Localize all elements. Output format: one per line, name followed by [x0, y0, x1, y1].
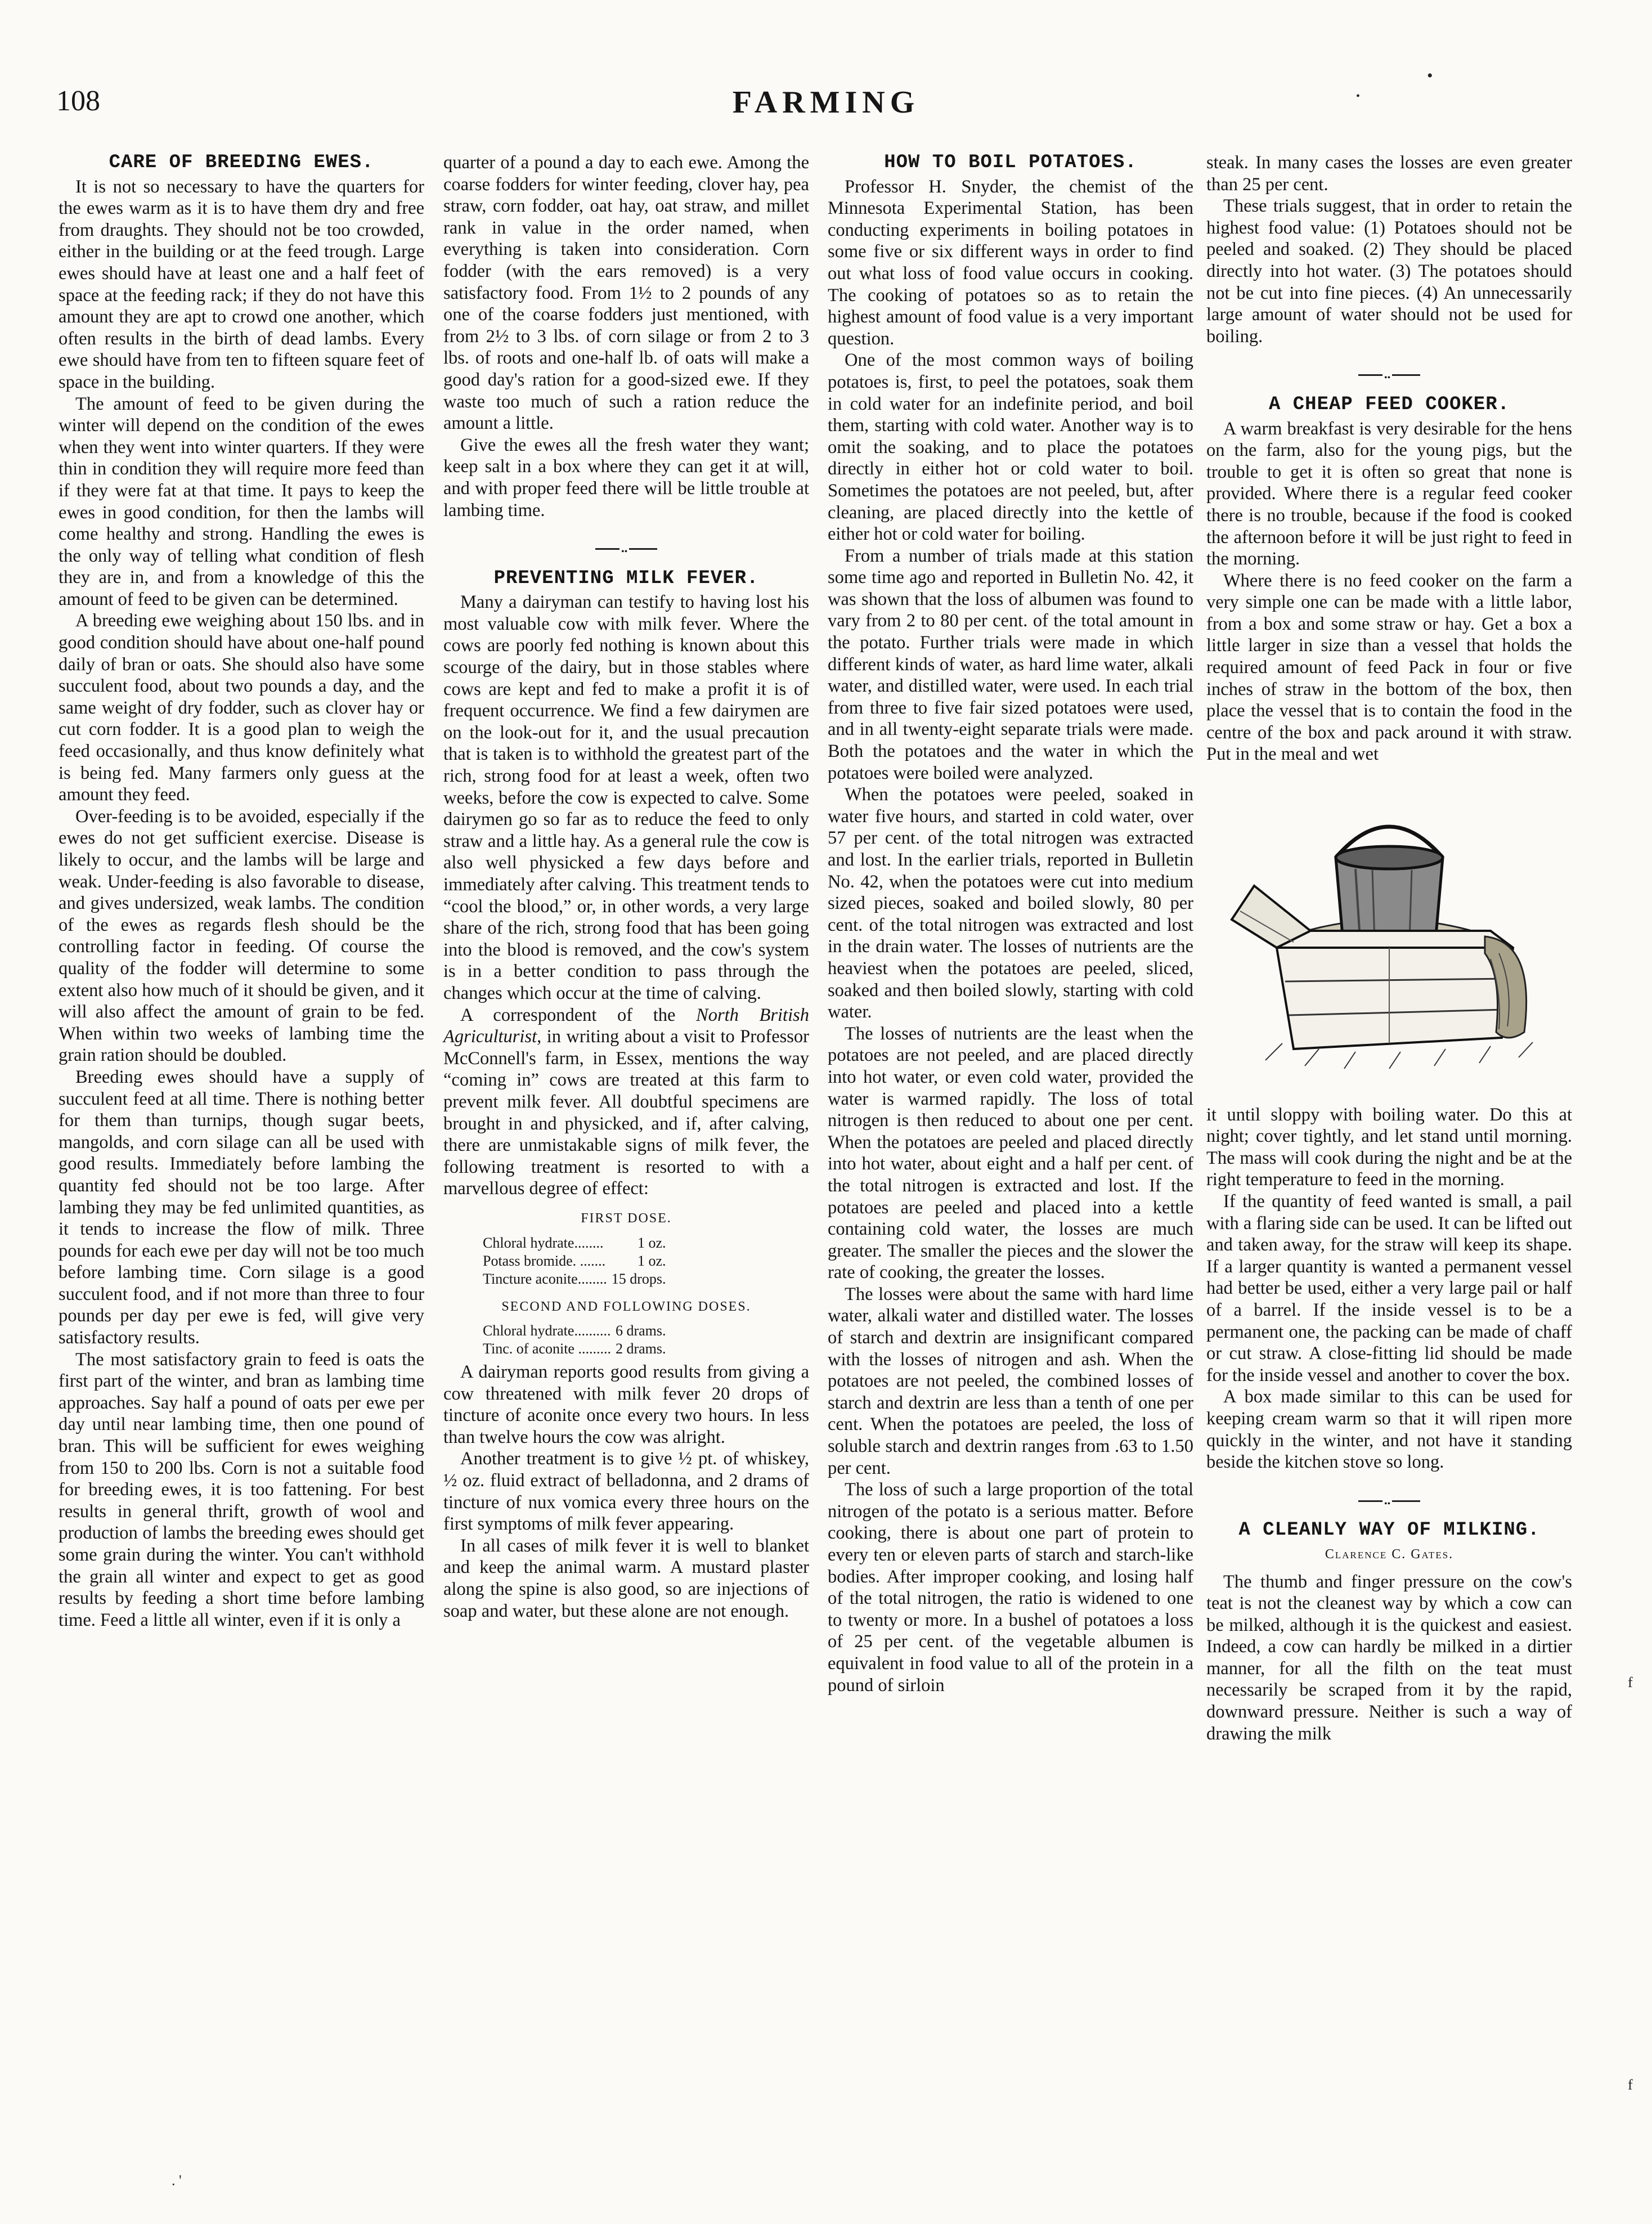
article-heading-feed-cooker: A CHEAP FEED COOKER. — [1268, 393, 1510, 415]
paragraph: The thumb and finger pressure on the cow's teat is not the cleanest way by which a cow can be milked, although it is the quickest and easiest. Indeed, a cow can hardly be milked in a dirtier manner, for all the filth on the teat must necessarily be scraped from it by the rapid, downward pressure. Neither is such a way of drawing the milk — [1206, 1571, 1572, 1744]
journal-title: North British Agriculturist — [443, 1005, 809, 1047]
paragraph: The losses were about the same with hard lime water, alkali water and distilled water. The losses of starch and dextrin are insignificant compared with the losses of nitrogen and ash. When the potatoes are not peeled, the combined losses of starch and dextrin are less than a tenth of one per cent. When the potatoes are peeled, the loss of soluble starch and dextrin ranges from .63 to 1.50 per cent. — [828, 1284, 1193, 1478]
stray-mark: • — [1427, 66, 1433, 85]
paragraph: Over-feeding is to be avoided, especially if the ewes do not get sufficient exercise. Disease is likely to occur, and the lambs will be large and weak. Under-feeding is also favorable to disease, and gives undersized, weak lambs. The condition of the ewes as regards flesh should be the controlling factor in feeding. Of course the quality of the fodder will determine to some extent also how much of it should be given, and it will also affect the amount of grain to be fed. When within two weeks of lambing time the grain ration should be doubled. — [59, 806, 424, 1066]
dose-row: Tinc. of aconite ......... 2 drams. — [483, 1340, 666, 1357]
paragraph: The most satisfactory grain to feed is oats the first part of the winter, and bran as lambing time approaches. Say half a pound of oats per ewe per day until near lambing time, then one pound of bran. This will be sufficient for ewes weighing from 150 to 200 lbs. Corn is not a suitable food for breeding ewes, it is too fattening. For best results in general thrift, growth of wool and production of lambs the breeding ewes should get some grain during the winter. You can't withhold the grain all winter and expect to get as good results by feeding a short time before lambing time. Feed a little all winter, even if it is only a — [59, 1349, 424, 1630]
paragraph: Breeding ewes should have a supply of succulent feed at all time. There is nothing better for them than turnips, though sugar beets, mangolds, and corn silage can all be used with good results. Immediately before lambing the quantity fed should not be too large. After lambing they may be fed unlimited quantities, as it tends to increase the flow of milk. Three pounds for each ewe per day will not be too much before lambing time. Corn silage is a good succulent food, and if not more than three to four pounds per day per ewe is fed, will give very satisfactory results. — [59, 1066, 424, 1348]
dose-heading: FIRST DOSE. — [581, 1210, 672, 1226]
second-dose-block — [443, 1296, 809, 1358]
column-4 — [1206, 152, 1572, 1745]
dose-row: Tincture aconite........ 15 drops. — [483, 1270, 666, 1287]
paragraph: A box made similar to this can be used for keeping cream warm so that it will ripen more quickly in the winter, and not have it standing beside the kitchen stove so long. — [1206, 1387, 1572, 1473]
section-divider — [1206, 1486, 1572, 1508]
paragraph: The losses of nutrients are the least when the potatoes are not peeled, and are placed directly into hot water, or even cold water, provided the water is warmed rapidly. The loss of total nitrogen is then reduced to about one per cent. When the potatoes are peeled and placed directly into hot water, about eight and a half per cent. of the total nitrogen is extracted and lost. If the potatoes are peeled and placed into a kettle containing cold water, the losses are much greater. The smaller the pieces and the slower the rate of cooking, the greater the losses. — [828, 1023, 1193, 1283]
article-heading-milk-fever: PREVENTING MILK FEVER. — [493, 567, 759, 589]
article-heading-potatoes: HOW TO BOIL POTATOES. — [884, 152, 1137, 173]
paragraph: One of the most common ways of boiling potatoes is, first, to peel the potatoes, soak them in cold water for an indefinite period, and boil them, starting with cold water. Another way is to omit the soaking, and to place the potatoes directly in either hot or cold water to boil. Sometimes the potatoes are not peeled, but, after cleaning, are placed directly into the kettle of either hot or cold water for boiling. — [828, 350, 1193, 545]
paragraph: The loss of such a large proportion of the total nitrogen of the potato is a serious matter. Before cooking, there is about one part of protein to every ten or eleven parts of starch and starch-like bodies. After improper cooking, and losing half of the total nitrogen, the ratio is widened to one to twenty or more. In a bushel of potatoes a loss of 25 per cent. of the vegetable albumen is equivalent in food value to all of the protein in a pound of sirloin — [828, 1479, 1193, 1696]
paragraph: In all cases of milk fever it is well to blanket and keep the animal warm. A mustard plaster along the spine is also good, so are injections of soap and water, but these alone are not enough. — [443, 1535, 809, 1621]
paragraph: Professor H. Snyder, the chemist of the Minnesota Experimental Station, has been conducting experiments in boiling potatoes in some five or six different ways in order to find out what loss of food value occurs in cooking. The cooking of potatoes so as to retain the highest amount of food value is a very important question. — [828, 176, 1193, 349]
byline: Clarence C. Gates. — [1325, 1546, 1454, 1562]
column-1 — [59, 152, 424, 1631]
stray-mark: f — [1628, 2077, 1633, 2093]
dose-row: Potass bromide. ....... 1 oz. — [483, 1252, 666, 1269]
paragraph: A correspondent of the North British Agriculturist, in writing about a visit to Professor McConnell's farm, in Essex, mentions the way “coming in” cows are treated at this farm to prevent milk fever. All doubtful specimens are brought in and physicked, and if, after calving, there are unmistakable signs of milk fever, the following treatment is resorted to with a marvellous degree of effect: — [443, 1005, 809, 1199]
running-title: FARMING — [732, 85, 920, 120]
paragraph: Where there is no feed cooker on the farm a very simple one can be made with a little labor, from a box and some straw or hay. Get a box a little larger in size than a vessel that holds the required amount of feed Pack in four or five inches of straw in the bottom of the box, then place the vessel that is to contain the food in the centre of the box and pack around it with straw. Put in the meal and wet — [1206, 570, 1572, 765]
paragraph: steak. In many cases the losses are even greater than 25 per cent. — [1206, 153, 1572, 195]
section-divider — [443, 533, 809, 555]
article-heading-milking: A CLEANLY WAY OF MILKING. — [1238, 1519, 1540, 1541]
stray-mark: f — [1628, 1674, 1633, 1691]
stray-mark: • — [1356, 90, 1361, 102]
page-number: 108 — [56, 85, 100, 117]
paragraph: A warm breakfast is very desirable for the hens on the farm, also for the young pigs, but the trouble to get it is often so great that none is provided. Where there is a regular feed cooker there is no trouble, because if the food is cooked the afternoon before it will be just right to feed in the morning. — [1206, 418, 1572, 570]
paragraph: Another treatment is to give ½ pt. of whiskey, ½ oz. fluid extract of belladonna, and 2 drams of tincture of nux vomica every three hours on the first symptoms of milk fever appearing. — [443, 1449, 809, 1535]
column-2 — [443, 152, 809, 1622]
paragraph: A dairyman reports good results from giving a cow threatened with milk fever 20 drops of tincture of aconite once every two hours. In less than twelve hours the cow was alright. — [443, 1362, 809, 1447]
paragraph: When the potatoes were peeled, soaked in water five hours, and started in cold water, over 57 per cent. of the total nitrogen was extracted and lost. In the earlier trials, reported in Bulletin No. 42, when the potatoes were cut into medium sized pieces, soaked and boiled slowly, 80 per cent. of the total nitrogen was extracted and lost in the drain water. The losses of nutrients are the heaviest when the potatoes are peeled, sliced, soaked and then boiled slowly, starting with cold water. — [828, 784, 1193, 1023]
paragraph: The amount of feed to be given during the winter will depend on the condition of the ewes when they went into winter quarters. If they were thin in condition they will require more feed than if they were fat at that time. It pays to keep the ewes in good condition, for then the lambs will come healthy and strong. Handling the ewes is the only way of telling what condition of flesh they are in, and from a knowledge of this the amount of feed to be given can be determined. — [59, 393, 424, 609]
dose-heading: SECOND AND FOLLOWING DOSES. — [501, 1299, 751, 1314]
paragraph: These trials suggest, that in order to retain the highest food value: (1) Potatoes should not be peeled and soaked. (2) They should be placed directly into hot water. (3) The potatoes should not be cut into fine pieces. (4) An unnecessarily large amount of water should not be used for boiling. — [1206, 196, 1572, 347]
dose-table — [483, 1234, 671, 1288]
section-divider — [1206, 360, 1572, 382]
feed-cooker-illustration — [1206, 773, 1572, 1094]
dose-row: Chloral hydrate........ 1 oz. — [483, 1234, 666, 1251]
paragraph: It is not so necessary to have the quarters for the ewes warm as it is to have them dry and free from draughts. They should not be too crowded, either in the building or at the feed trough. Large ewes should have at least one and a half feet of space at the feeding rack; if they do not have this amount they are apt to crowd one another, which often results in the birth of dead lambs. Every ewe should have from ten to fifteen square feet of space in the building. — [59, 176, 424, 392]
paragraph: Many a dairyman can testify to having lost his most valuable cow with milk fever. Where the cows are poorly fed nothing is known about this scourge of the dairy, but in those stables where cows are kept and fed to make a profit it is of frequent occurrence. We find a few dairymen are on the look-out for it, and the usual precaution that is taken is to withhold the greatest part of the rich, strong food for at least a week, often two weeks, before the cow is expected to calve. Some dairymen go so far as to reduce the feed to only straw and a little hay. As a general rule the cow is also well physicked a few days before and immediately after calving. This treatment tends to “cool the blood,” or, in other words, a very large share of the rich, strong food that has been going into the blood is removed, and the cow's system is in a better condition to pass through the changes which occur at the time of calving. — [443, 592, 809, 1003]
column-3 — [828, 152, 1193, 1696]
article-heading-ewes: CARE OF BREEDING EWES. — [109, 152, 374, 173]
paragraph: If the quantity of feed wanted is small, a pail with a flaring side can be used. It can be lifted out and taken away, for the straw will keep its shape. If a larger quantity is wanted a permanent vessel had better be used, either a very large pail or half of a barrel. If the inside vessel is to be a permanent one, the packing can be made of chaff or cut straw. A close-fitting lid should be made for the inside vessel and another to cover the box. — [1206, 1191, 1572, 1385]
paragraph: A breeding ewe weighing about 150 lbs. and in good condition should have about one-half pound daily of bran or oats. She should also have some succulent food, about two pounds a day, and the same weight of dry fodder, such as clover hay or cut corn fodder. It is a good plan to weigh the feed occasionally, and thus know definitely what is being fed. Many farmers only guess at the amount they feed. — [59, 611, 424, 805]
dose-table — [483, 1322, 671, 1358]
paragraph: From a number of trials made at this station some time ago and reported in Bulletin No. 42, it was shown that the loss of albumen was found to vary from 2 to 80 per cent. of the total amount in the potato. Further trials were made in which different kinds of water, as hard lime water, alkali water, and distilled water, were used. In each trial from three to five fair sized potatoes were used, and in all twenty-eight separate trials were made. Both the potatoes and the water in which the potatoes were boiled were analyzed. — [828, 545, 1193, 783]
stray-mark: . ' — [172, 2172, 182, 2189]
paragraph: quarter of a pound a day to each ewe. Among the coarse fodders for winter feeding, clover hay, pea straw, corn fodder, oat hay, oat straw, and millet rank in value in the order named, when everything is taken into consideration. Corn fodder (with the ears removed) is a very satisfactory food. From 1½ to 2 pounds of any one of the coarse fodders just mentioned, with from 2½ to 3 lbs. of corn silage or from 2 to 3 lbs. of roots and one-half lb. of oats will make a good day's ration for a good-sized ewe. If they waste too much of such a ration reduce the amount a little. — [443, 153, 809, 434]
paragraph: Give the ewes all the fresh water they want; keep salt in a box where they can get it at will, and with proper feed there will be little trouble at lambing time. — [443, 434, 809, 521]
paragraph: it until sloppy with boiling water. Do this at night; cover tightly, and let stand until morning. The mass will cook during the night and be at the right temperature to feed in the morning. — [1206, 1104, 1572, 1190]
feed-cooker-illustration-icon — [1220, 773, 1558, 1088]
dose-row: Chloral hydrate.......... 6 drams. — [483, 1322, 666, 1339]
first-dose-block — [443, 1208, 809, 1288]
